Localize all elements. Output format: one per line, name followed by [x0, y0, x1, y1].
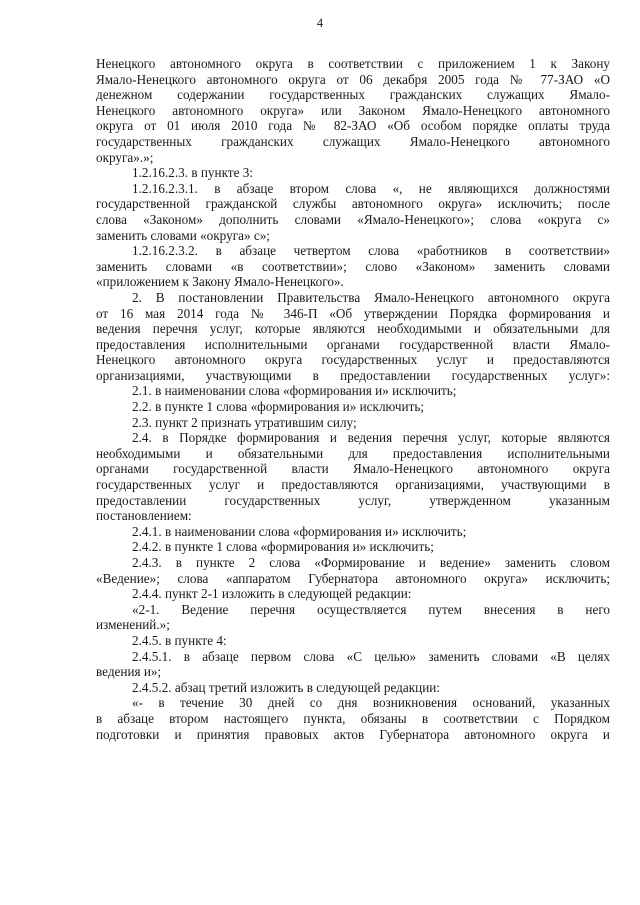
text-line: 2.4.5.2. абзац третий изложить в следующей редакции: [132, 679, 440, 695]
text-line: государственных услуг и предоставляются организациями, участвующими в [96, 477, 610, 493]
text-line: ведения и»; [96, 664, 162, 680]
text-line: организациями, участвующими в предоставлении государственных услуг»: [96, 367, 610, 383]
page-number: 4 [316, 16, 324, 30]
text-line: предоставлении государственных услуг, утвержденном указанным [96, 492, 610, 508]
text-line: от 16 мая 2014 года № 346-П «Об утверждении Порядка формирования и [96, 305, 610, 321]
text-line: заменить словами «округа» с»; [96, 227, 270, 243]
text-line: 2.4. в Порядке формирования и ведения перечня услуг, которые являются [132, 430, 610, 446]
text-line: 1.2.16.2.3. в пункте 3: [132, 165, 253, 181]
text-line: слова «Законом» дополнить словами «Ямало-Ненецкого»; слова «округа с» [96, 211, 610, 227]
text-line: денежном содержании государственных гражданских служащих Ямало- [96, 87, 610, 103]
text-line: округа от 01 июля 2010 года № 82-ЗАО «Об особом порядке оплаты труда [96, 118, 610, 134]
text-line: 2.4.5.1. в абзаце первом слова «С целью» заменить словами «В целях [132, 648, 610, 664]
text-line: в абзаце втором настоящего пункта, обязаны в соответствии с Порядком [96, 710, 610, 726]
text-line: изменений.»; [96, 617, 170, 633]
text-line: 2.4.4. пункт 2-1 изложить в следующей редакции: [132, 586, 412, 602]
text-line: подготовки и принятия правовых актов Губернатора автономного округа и [96, 726, 610, 742]
text-line: органами государственной власти Ямало-Ненецкого автономного округа [96, 461, 610, 477]
text-line: 2.4.3. в пункте 2 слова «Формирование и ведение» заменить словом [132, 555, 610, 570]
text-line: ведения перечня услуг, которые являются необходимыми и обязательными для [96, 321, 610, 337]
text-line: 2. В постановлении Правительства Ямало-Ненецкого автономного округа [132, 289, 610, 305]
text-line: округа».»; [96, 149, 154, 165]
text-line: 2.3. пункт 2 признать утратившим силу; [132, 414, 357, 430]
text-line: 1.2.16.2.3.1. в абзаце втором слова «, не являющихся должностями [132, 180, 610, 196]
text-line: государственных гражданских служащих Ямало-Ненецкого автономного [96, 133, 610, 149]
text-line: предоставления исполнительными органами государственной власти Ямало- [96, 336, 610, 352]
text-line: постановлением: [96, 508, 192, 524]
text-line: необходимыми и обязательными для предоставления исполнительными [96, 445, 610, 461]
text-line: 1.2.16.2.3.2. в абзаце четвертом слова «работников в соответствии» [132, 243, 610, 259]
text-line: «2-1. Ведение перечня осуществляется путем внесения в него [132, 601, 610, 617]
text-line: «Ведение»; слова «аппаратом Губернатора автономного округа» исключить; [96, 570, 610, 586]
text-line: государственной гражданской службы автономного округа» исключить; после [96, 196, 610, 212]
text-line: 2.4.5. в пункте 4: [132, 632, 227, 648]
text-line: 2.2. в пункте 1 слова «формирования и» исключить; [132, 399, 425, 415]
text-line: 2.4.2. в пункте 1 слова «формирования и» исключить; [132, 539, 434, 555]
text-line: «- в течение 30 дней со дня возникновения оснований, указанных [132, 695, 610, 711]
text-line: 2.4.1. в наименовании слова «формирования и» исключить; [132, 523, 467, 539]
document-body [96, 56, 610, 742]
text-line: заменить словами «в соответствии»; слово «Законом» заменить словами [96, 258, 610, 274]
text-line: Ненецкого автономного округа в соответствии с приложением 1 к Закону [96, 56, 610, 71]
text-line: Ненецкого автономного округа государственных услуг и предоставляются [96, 352, 610, 368]
text-line: Ненецкого автономного округа» или Законом Ямало-Ненецкого автономного [96, 102, 610, 118]
text-line: Ямало-Ненецкого автономного округа от 06 декабря 2005 года № 77-ЗАО «О [96, 71, 610, 87]
text-line: 2.1. в наименовании слова «формирования и» исключить; [132, 383, 457, 399]
text-line: «приложением к Закону Ямало-Ненецкого». [96, 274, 344, 290]
